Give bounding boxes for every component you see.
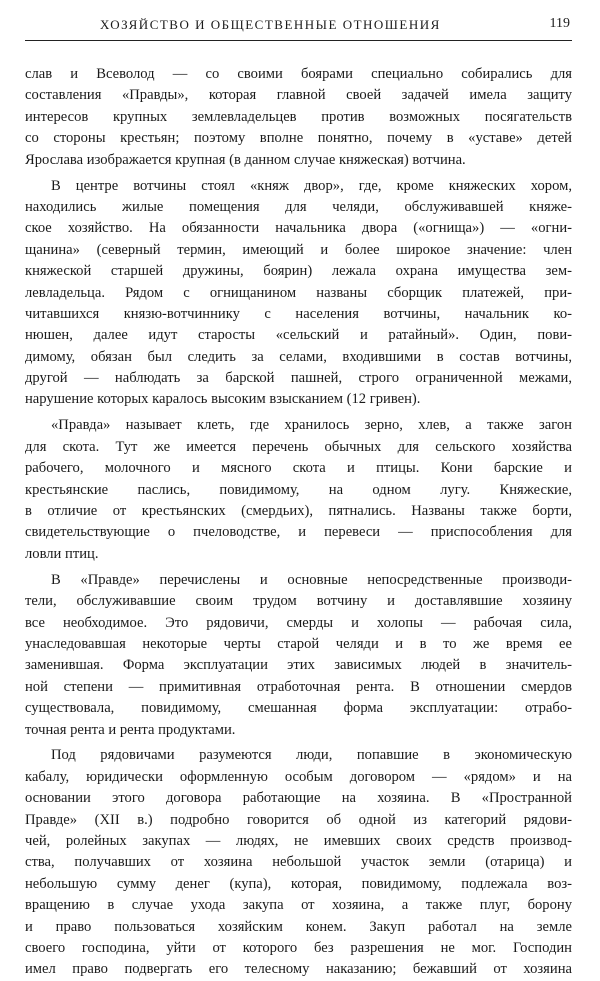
text-line: нюшен, далее идут старосты «сельский и ратайный». Один, пови- — [25, 327, 572, 344]
text-line: ной степени — примитивная отработочная рента. В отношении смердов — [25, 678, 572, 695]
paragraph-5 — [25, 745, 572, 980]
running-title: ХОЗЯЙСТВО И ОБЩЕСТВЕННЫЕ ОТНОШЕНИЯ — [100, 17, 441, 32]
text-line: «Правда» называет клеть, где хранилось зерно, хлев, а также загон — [51, 417, 572, 434]
text-line: слав и Всеволод — со своими боярами специально собирались для — [25, 66, 572, 82]
text-line: составления «Правды», которая главной своей задачей имела защиту — [25, 87, 572, 104]
text-line: существовала, повидимому, смешанная форма эксплуатации: отрабо- — [25, 700, 572, 717]
text-line: имел право подвергать его телесному наказанию; бежавший от хозяина — [25, 961, 572, 978]
text-line: и право пользоваться хозяйским конем. Закуп работал на земле — [25, 918, 572, 935]
text-line: небольшую сумму денег (купа), которая, повидимому, подлежала воз- — [25, 875, 572, 892]
text-line: точная рента и рента продуктами. — [25, 721, 236, 738]
text-line: крестьянские паслись, повидимому, на одном лугу. Княжеские, — [25, 481, 572, 498]
text-line: ловли птиц. — [25, 545, 99, 562]
text-line: В центре вотчины стоял «княж двор», где, кроме княжеских хором, — [51, 177, 572, 194]
text-line: ства, получавших от хозяина небольшой участок земли (отарица) и — [25, 854, 572, 871]
text-line: княжеской старшей дружины, боярин) лежала охрана имущества зем- — [25, 263, 572, 280]
body-text — [25, 64, 572, 981]
text-line: Ярослава изображается крупная (в данном случае княжеская) вотчина. — [25, 151, 466, 168]
text-line: основании этого договора работающие на хозяина. В «Пространной — [25, 790, 572, 807]
text-line: В «Правде» перечислены и основные непосредственные производи- — [51, 571, 572, 588]
text-line: другой — наблюдать за барской пашней, строго ограниченной межами, — [25, 370, 572, 387]
text-line: для скота. Тут же имеется перечень обычных для сельского хозяйства — [25, 438, 572, 455]
text-line: вращению в случае ухода закупа от хозяина, а также плуг, борону — [25, 897, 572, 914]
text-line: в отличие от крестьянских (смердьих), пятнались. Названы также борти, — [25, 503, 572, 519]
text-line: ское хозяйство. На обязанности начальника двора («огнища») — «огни- — [25, 220, 572, 237]
text-line: димому, обязан был следить за селами, входившими в состав вотчины, — [25, 348, 572, 365]
text-line: левладельца. Рядом с огнищанином названы сборщик платежей, при- — [25, 284, 572, 301]
text-line: чей, ролейных закупах — людях, не имевших своих средств производ- — [25, 833, 572, 850]
text-line: читавшихся князю-вотчиннику с населения вотчины, начальник ко- — [25, 305, 572, 322]
text-line: свидетельствующие о пчеловодстве, и перевеси — приспособления для — [25, 524, 572, 541]
page-number: 119 — [549, 16, 570, 31]
text-line: со стороны крестьян; поэтому вполне понятно, почему в «уставе» детей — [25, 130, 572, 147]
paragraph-2 — [25, 176, 572, 411]
text-line: кабалу, юридически оформленную особым договором — «рядом» и на — [25, 768, 572, 785]
text-line: Под рядовичами разумеются люди, попавшие в экономическую — [51, 747, 572, 764]
running-header — [25, 14, 572, 41]
text-line: интересов крупных землевладельцев против возможных посягательств — [25, 108, 572, 125]
text-line: нарушение которых каралось высоким взысканием (12 гривен). — [25, 391, 421, 408]
paragraph-4 — [25, 570, 572, 741]
text-line: щанина» (северный термин, имеющий и более широкое значение: член — [25, 241, 572, 258]
text-line: своего господина, уйти от которого без разрешения не мог. Господин — [25, 940, 572, 956]
paragraph-1 — [25, 64, 572, 171]
text-line: заменившая. Форма эксплуатации этих зависимых людей в значитель- — [25, 657, 572, 674]
text-line: рабочего, молочного и мясного скота и птицы. Кони барские и — [25, 460, 572, 477]
text-line: тели, обслуживавшие своим трудом вотчину и доставлявшие хозяину — [25, 593, 572, 610]
text-line: унаследовавшая некоторые черты старой челяди и в то же время ее — [25, 635, 572, 652]
text-line: находились жилые помещения для челяди, обслуживавшей княже- — [25, 198, 572, 215]
paragraph-3 — [25, 415, 572, 565]
text-line: Правде» (XII в.) подробно говорится об одной из категорий рядови- — [25, 811, 572, 828]
text-line: все необходимое. Это рядовичи, смерды и холопы — рабочая сила, — [25, 614, 572, 631]
